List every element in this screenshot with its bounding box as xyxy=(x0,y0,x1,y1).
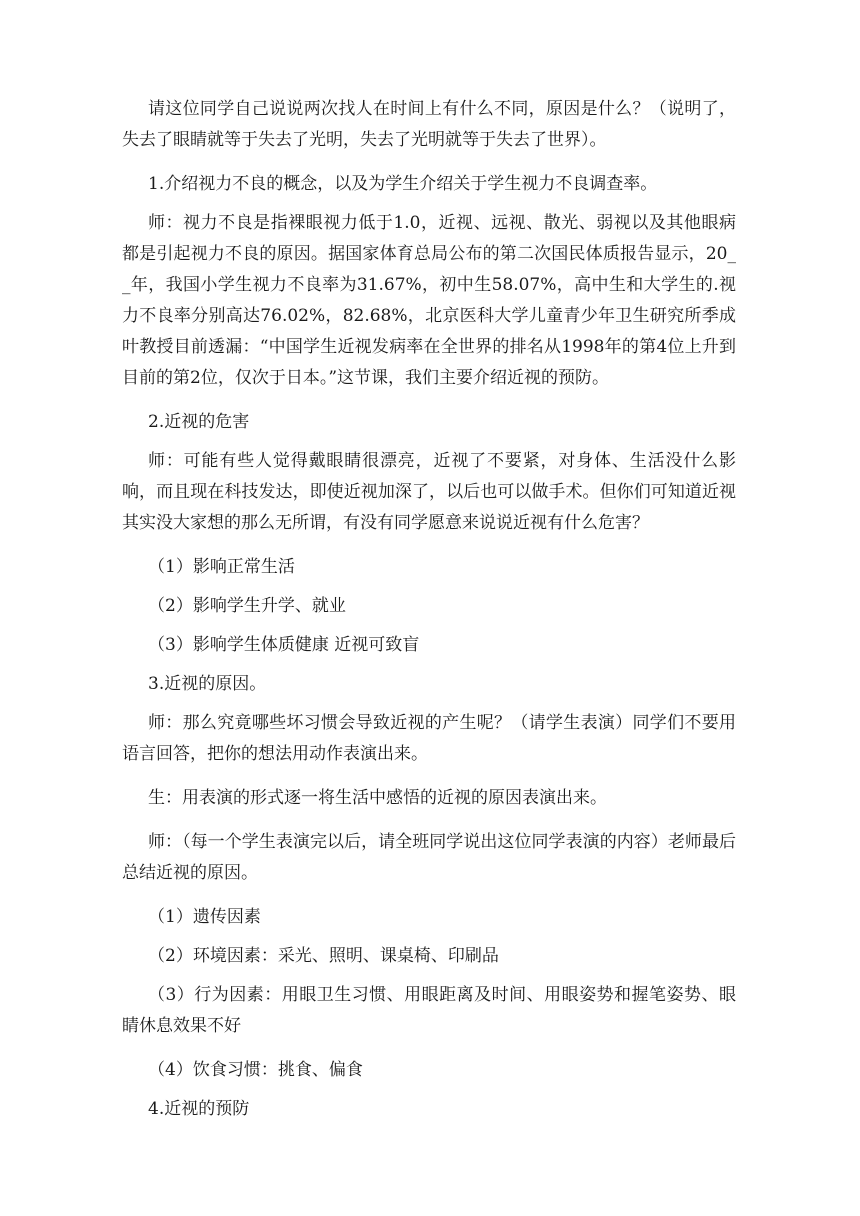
paragraph: 请这位同学自己说说两次找人在时间上有什么不同，原因是什么？（说明了，失去了眼睛就等于失去了光明，失去了光明就等于失去了世界）。 xyxy=(122,99,736,150)
section-heading: 2.近视的危害 xyxy=(148,412,250,432)
paragraph: 师：视力不良是指裸眼视力低于1.0，近视、远视、散光、弱视以及其他眼病都是引起视力不良的原因。据国家体育总局公布的第二次国民体质报告显示，20__年，我国小学生视力不良率为31.67%，初中生58.07%，高中生和大学生的.视力不良率分别高达76.02%，82.68%，北京医科大学儿童青少年卫生研究所季成叶教授目前透漏：“中国学生近视发病率在全世界的排名从1998年的第4位上升到目前的第2位，仅次于日本。”这节课，我们主要介绍近视的预防。 xyxy=(122,213,736,388)
list-item: （4）饮食习惯：挑食、偏食 xyxy=(148,1060,363,1080)
list-item: （2）环境因素：采光、照明、课桌椅、印刷品 xyxy=(148,946,499,966)
list-item: （2）影响学生升学、就业 xyxy=(148,596,346,616)
paragraph: 师：（每一个学生表演完以后，请全班同学说出这位同学表演的内容）老师最后总结近视的原因。 xyxy=(122,832,736,883)
paragraph: 生：用表演的形式逐一将生活中感悟的近视的原因表演出来。 xyxy=(148,788,607,808)
list-item: （3）行为因素：用眼卫生习惯、用眼距离及时间、用眼姿势和握笔姿势、眼睛休息效果不好 xyxy=(122,985,736,1036)
list-item: （1）遗传因素 xyxy=(148,907,261,927)
section-heading: 3.近视的原因。 xyxy=(148,674,267,694)
section-heading: 4.近视的预防 xyxy=(148,1099,250,1119)
paragraph: 师：那么究竟哪些坏习惯会导致近视的产生呢？（请学生表演）同学们不要用语言回答，把你的想法用动作表演出来。 xyxy=(122,713,736,764)
list-item: （3）影响学生体质健康 近视可致盲 xyxy=(148,635,420,655)
paragraph: 师：可能有些人觉得戴眼睛很漂亮，近视了不要紧，对身体、生活没什么影响，而且现在科技发达，即使近视加深了，以后也可以做手术。但你们可知道近视其实没大家想的那么无所谓，有没有同学愿意来说说近视有什么危害？ xyxy=(122,451,736,533)
list-item: （1）影响正常生活 xyxy=(148,557,295,577)
document-body xyxy=(122,94,736,1133)
section-heading: 1.介绍视力不良的概念，以及为学生介绍关于学生视力不良调查率。 xyxy=(148,174,658,194)
